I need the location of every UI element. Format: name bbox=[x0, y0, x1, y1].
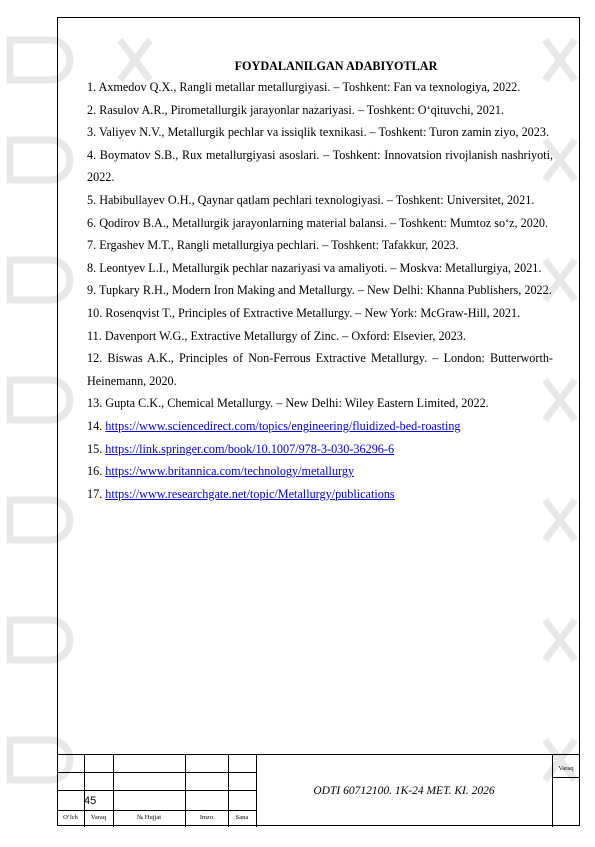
reference-item: 13. Gupta C.K., Chemical Metallurgy. – New Delhi: Wiley Eastern Limited, 2022. bbox=[87, 396, 489, 411]
reference-item: 1. Axmedov Q.X., Rangli metallar metallurgiyasi. – Toshkent: Fan va texnologiya, 2022. bbox=[87, 80, 521, 94]
reference-link-item bbox=[87, 460, 553, 483]
reference-item: 11. Davenport W.G., Extractive Metallurgy of Zinc. – Oxford: Elsevier, 2023. bbox=[87, 328, 466, 343]
reference-item: 6. Qodirov B.A., Metallurgik jarayonlarning material balansi. – Toshkent: Mumtoz so‘z, 2020. bbox=[87, 215, 549, 230]
reference-number: 14. bbox=[87, 418, 103, 433]
reference-item: 10. Rosenqvist T., Principles of Extractive Metallurgy. – New York: McGraw-Hill, 2021. bbox=[87, 305, 521, 320]
reference-link[interactable]: https://www.sciencedirect.com/topics/engineering/fluidized-bed-roasting bbox=[105, 418, 461, 433]
reference-number: 16. bbox=[87, 464, 103, 479]
col-olch-label: O‘lch bbox=[63, 814, 78, 821]
document-code: ODTI 60712100. 1K-24 MET. KI. 2026 bbox=[313, 785, 495, 797]
page-title: FOYDALANILGAN ADABIYOTLAR bbox=[234, 59, 438, 73]
reference-list bbox=[87, 76, 553, 415]
reference-link[interactable]: https://www.researchgate.net/topic/Metallurgy/publications bbox=[105, 486, 395, 501]
reference-link-item bbox=[87, 438, 553, 461]
col-imzo-label: Imzo bbox=[199, 814, 214, 821]
document-body bbox=[87, 56, 553, 505]
reference-item: 7. Ergashev M.T., Rangli metallurgiya pechlari. – Toshkent: Tafakkur, 2023. bbox=[87, 238, 459, 253]
col-sana-label: Sana bbox=[235, 814, 249, 821]
title-block bbox=[57, 754, 580, 826]
reference-item: 12. Biswas A.K., Principles of Non-Ferrous Extractive Metallurgy. – London: Butterworth-Heinemann, 2020. bbox=[87, 351, 553, 388]
reference-link-item bbox=[87, 483, 553, 506]
reference-item: 5. Habibullayev O.H., Qaynar qatlam pechlari texnologiyasi. – Toshkent: Universitet, 2021. bbox=[87, 192, 535, 207]
reference-item: 3. Valiyev N.V., Metallurgik pechlar va issiqlik texnikasi. – Toshkent: Turon zamin ziyo, 2023. bbox=[87, 125, 550, 140]
page-number: 45 bbox=[84, 795, 97, 807]
reference-item: 4. Boymatov S.B., Rux metallurgiyasi asoslari. – Toshkent: Innovatsion rivojlanish nashriyoti, 2022. bbox=[87, 147, 553, 185]
reference-item: 2. Rasulov A.R., Pirometallurgik jarayonlar nazariyasi. – Toshkent: O‘qituvchi, 2021. bbox=[87, 102, 505, 117]
reference-item: 9. Tupkary R.H., Modern Iron Making and Metallurgy. – New Delhi: Khanna Publishers, 2022. bbox=[87, 283, 552, 298]
reference-number: 15. bbox=[87, 441, 103, 456]
reference-link[interactable]: https://www.britannica.com/technology/metallurgy bbox=[105, 464, 355, 479]
link-list bbox=[87, 415, 553, 505]
col-hujjat-label: № Hujjat bbox=[136, 814, 162, 821]
sheet-label: Varaq bbox=[558, 765, 574, 772]
reference-item: 8. Leontyev L.I., Metallurgik pechlar nazariyasi va amaliyoti. – Moskva: Metallurgiya, 2021. bbox=[87, 260, 542, 275]
reference-link[interactable]: https://link.springer.com/book/10.1007/978-3-030-36296-6 bbox=[105, 441, 395, 456]
reference-link-item bbox=[87, 415, 553, 438]
col-varaq-label: Varaq bbox=[90, 814, 107, 821]
reference-number: 17. bbox=[87, 486, 103, 501]
